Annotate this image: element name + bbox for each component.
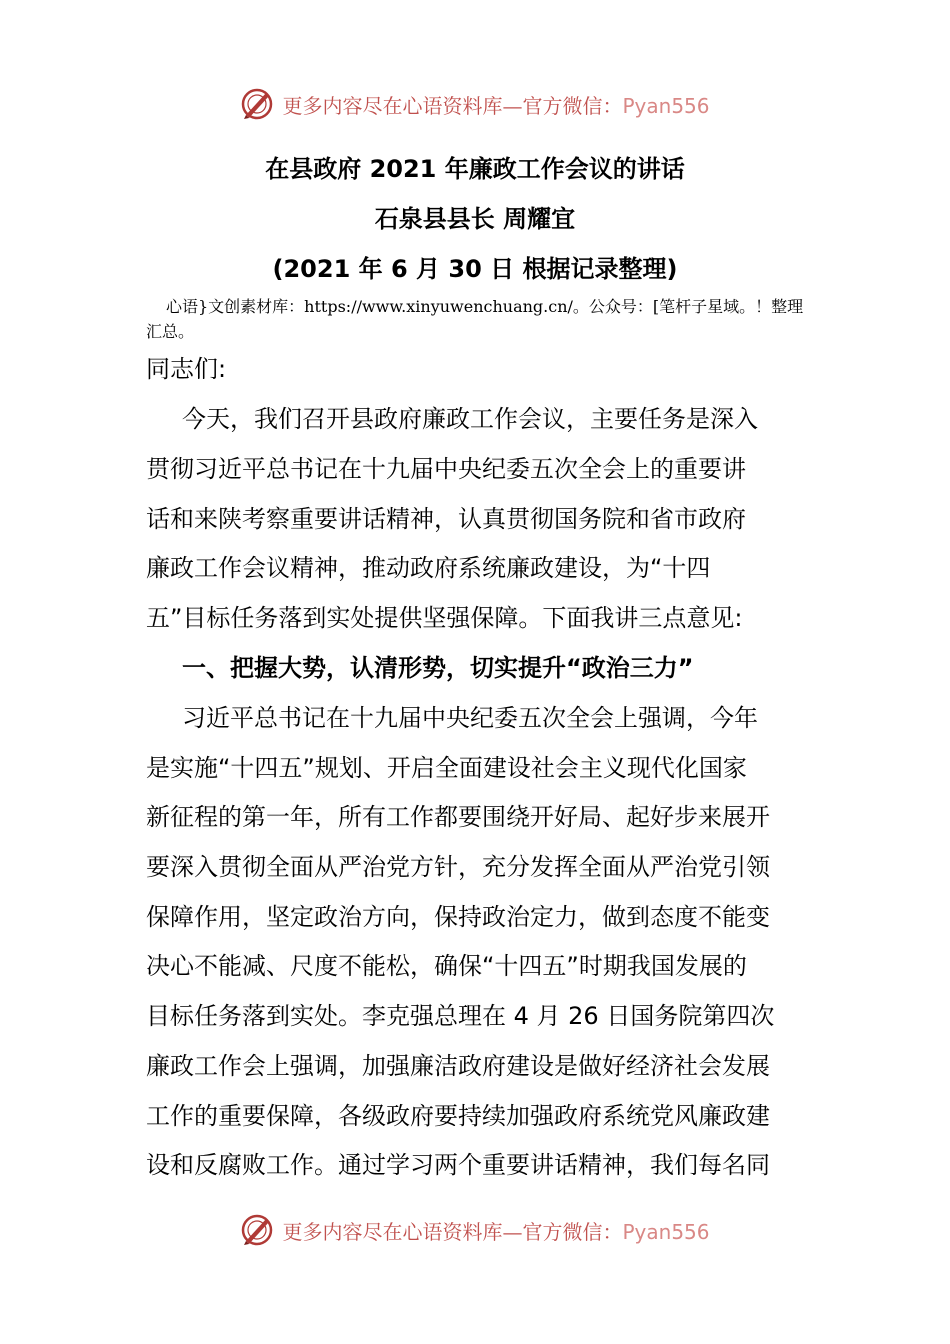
footer-banner: [0, 1210, 950, 1250]
body-line: 贯彻习近平总书记在十九届中央纪委五次全会上的重要讲: [146, 455, 746, 483]
banner-text: 更多内容尽在心语资料库—官方微信：Pyan556: [282, 93, 710, 118]
body-line: 廉政工作会议精神，推动政府系统廉政建设，为“十四: [146, 554, 711, 582]
body-line: 话和来陕考察重要讲话精神，认真贯彻国务院和省市政府: [146, 505, 746, 533]
body-line: 要深入贯彻全面从严治党方针，充分发挥全面从严治党引领: [146, 853, 770, 881]
body-line: 习近平总书记在十九届中央纪委五次全会上强调，今年: [182, 704, 758, 732]
body-line: 工作的重要保障，各级政府要持续加强政府系统党风廉政建: [146, 1102, 770, 1130]
pen-logo-icon: [240, 1213, 274, 1247]
body-line: 今天，我们召开县政府廉政工作会议，主要任务是深入: [182, 405, 758, 433]
body-line: 保障作用，坚定政治方向，保持政治定力，做到态度不能变: [146, 903, 770, 931]
section-heading: 一、把握大势，认清形势，切实提升“政治三力”: [182, 654, 694, 682]
salutation: 同志们:: [146, 355, 227, 383]
pen-logo-icon: [240, 87, 274, 121]
source-note: 心语}文创素材库：https://www.xinyuwenchuang.cn/。公众号：[笔杆子星域。！整理汇总。: [146, 297, 804, 341]
header-banner: [0, 84, 950, 124]
date-line: (2021 年 6 月 30 日 根据记录整理): [272, 255, 678, 283]
body-line: 是实施“十四五”规划、开启全面建设社会主义现代化国家: [146, 754, 747, 782]
body-line: 设和反腐败工作。通过学习两个重要讲话精神，我们每名同: [146, 1151, 770, 1179]
wechat-handle: Pyan556: [622, 93, 710, 118]
speaker-line: 石泉县县长 周耀宜: [374, 205, 576, 233]
body-line: 目标任务落到实处。李克强总理在 4 月 26 日国务院第四次: [146, 1002, 775, 1030]
wechat-handle: Pyan556: [622, 1219, 710, 1244]
body-line: 新征程的第一年，所有工作都要围绕开好局、起好步来展开: [146, 803, 770, 831]
body-line: 决心不能减、尺度不能松，确保“十四五”时期我国发展的: [146, 952, 747, 980]
body-line: 五”目标任务落到实处提供坚强保障。下面我讲三点意见:: [146, 604, 743, 632]
body-line: 廉政工作会上强调，加强廉洁政府建设是做好经济社会发展: [146, 1052, 770, 1080]
document-title: 在县政府 2021 年廉政工作会议的讲话: [265, 155, 685, 183]
banner-text: 更多内容尽在心语资料库—官方微信：Pyan556: [282, 1219, 710, 1244]
